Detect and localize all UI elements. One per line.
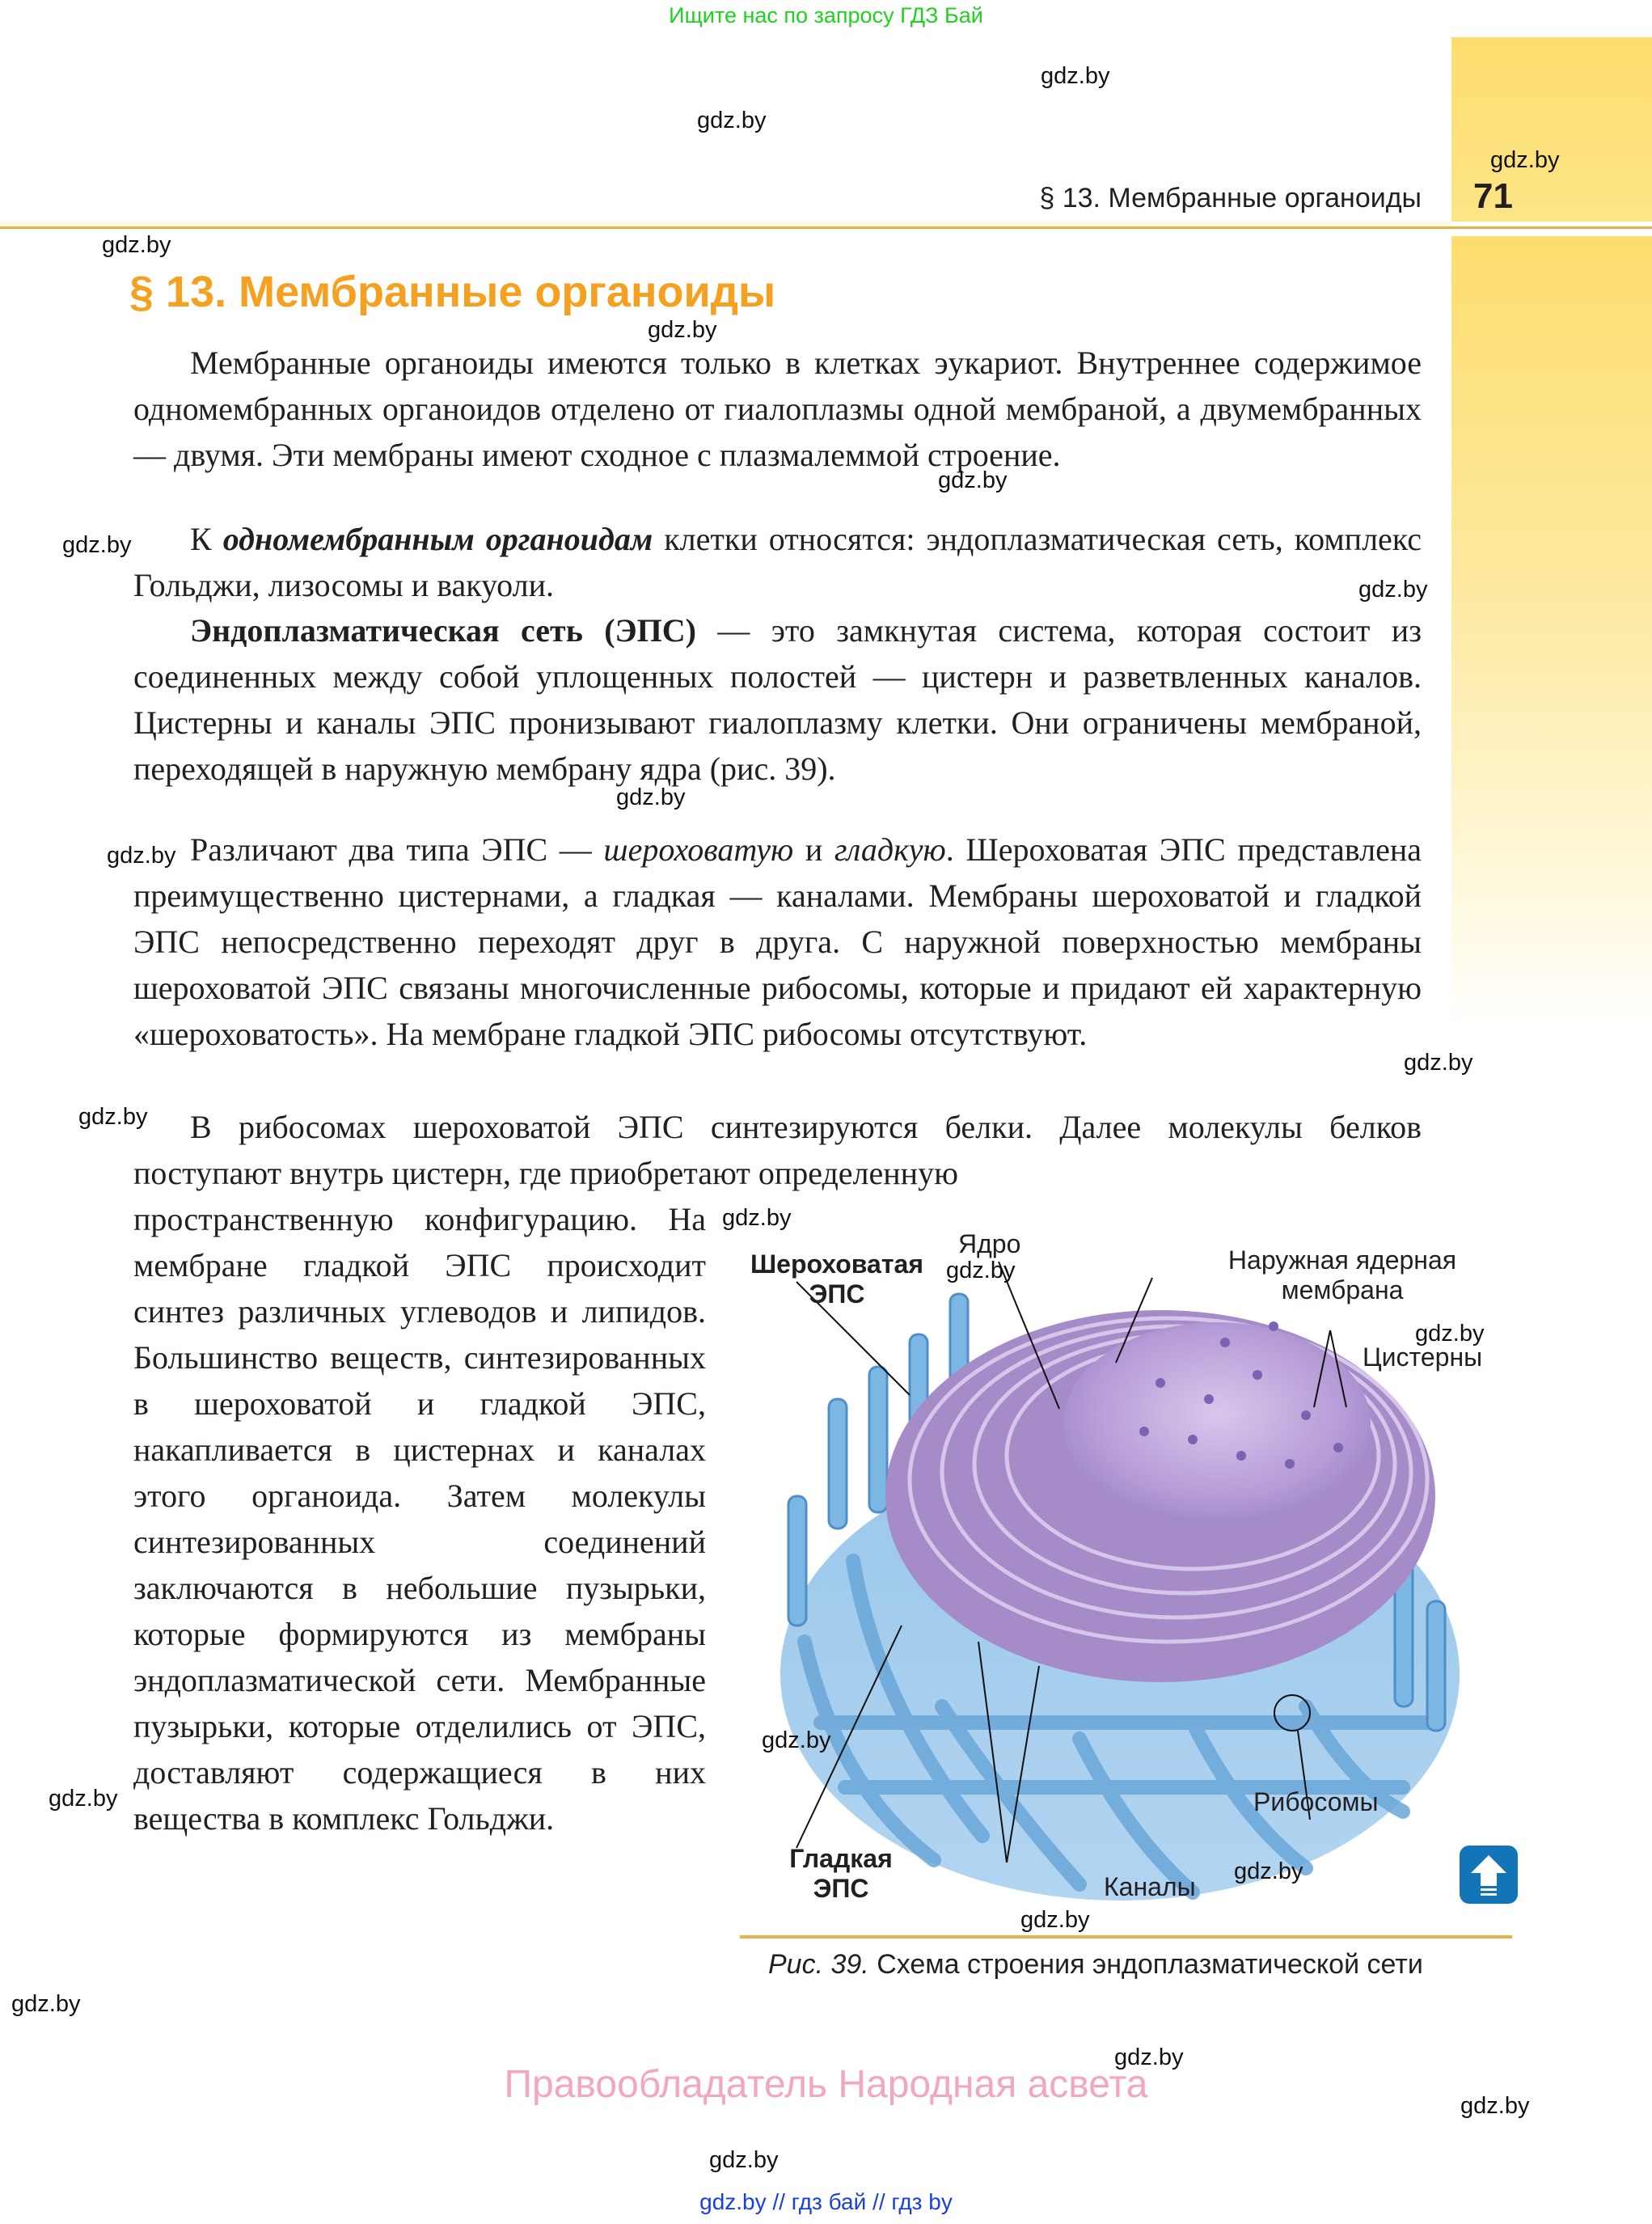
er-diagram	[740, 1221, 1516, 1933]
paragraph-2	[133, 516, 1422, 608]
section-title: § 13. Мембранные органоиды	[129, 268, 776, 316]
p2-start: К	[190, 521, 223, 557]
paragraph-5: В рибосомах шероховатой ЭПС синтезируются белки. Далее молекулы белков поступают внутрь цистерн, где приобретают определенную	[133, 1109, 1422, 1191]
term-er: Эндоплазматическая сеть (ЭПС)	[190, 612, 696, 649]
label-nucleus: Ядро	[958, 1229, 1021, 1258]
watermark: gdz.by	[722, 1205, 792, 1231]
bottom-links[interactable]: gdz.by // гдз бай // гдз by	[699, 2189, 953, 2214]
figure-rule	[740, 1935, 1512, 1939]
watermark: gdz.by	[11, 1991, 81, 2017]
header-rule	[0, 226, 1652, 229]
watermark: gdz.by	[616, 784, 686, 810]
copyright-notice: Правообладатель Народная асвета	[504, 2063, 1148, 2106]
watermark: gdz.by	[697, 108, 767, 133]
label-channels: Каналы	[1104, 1872, 1196, 1901]
caption-text: Схема строения эндоплазматической сети	[868, 1949, 1423, 1980]
paragraph-5-continued: пространственную конфигурацию. На мембране гладкой ЭПС происходит синтез различных углеводов и липидов. Большинство веществ, синтезированных в шероховатой и гладкой ЭПС, накапливается в цистернах и каналах этого органоида. Затем молекулы синтезированных соединений заключаются в небольшие пузырьки, которые формируются из мембраны эндоплазматической сети. Мембранные пузырьки, которые отделились от ЭПС, доставляют содержащиеся в них вещества в комплекс Гольджи.	[133, 1201, 706, 1837]
watermark: gdz.by	[107, 843, 176, 869]
watermark: gdz.by	[102, 232, 171, 258]
term-rough: шероховатую	[603, 831, 794, 868]
caption-number: Рис. 39.	[768, 1949, 869, 1980]
paragraph-1: Мембранные органоиды имеются только в клетках эукариот. Внутреннее содержимое одномембранных органоидов отделено от гиалоплазмы одной мембраной, а двумембранных — двумя. Эти мембраны имеют сходное с плазмалеммой строение.	[133, 345, 1422, 473]
label-outer-membrane: Наружная ядерная мембрана	[1227, 1245, 1457, 1304]
back-arrow-icon[interactable]	[1460, 1846, 1518, 1904]
watermark: gdz.by	[709, 2147, 779, 2173]
watermark: gdz.by	[1415, 1321, 1485, 1347]
figure-caption	[768, 1949, 1423, 1981]
top-banner: Ищите нас по запросу ГДЗ Бай	[669, 3, 983, 27]
watermark: gdz.by	[1041, 63, 1110, 89]
paragraph-3	[133, 607, 1422, 792]
running-head: § 13. Мембранные органоиды	[1039, 183, 1422, 214]
p2-rest: клетки относятся: эндоплазматическая сеть, комплекс Гольджи, лизосомы и вакуоли.	[133, 521, 1422, 603]
watermark: gdz.by	[1460, 2093, 1530, 2119]
watermark: gdz.by	[1358, 577, 1428, 603]
watermark: gdz.by	[1404, 1050, 1473, 1076]
p4-mid: и	[793, 831, 834, 868]
label-smooth-er: Гладкая ЭПС	[789, 1844, 893, 1903]
watermark: gdz.by	[1490, 147, 1560, 173]
watermark: gdz.by	[938, 467, 1008, 493]
p3-rest: — это замкнутая система, которая состоит из соединенных между собой уплощенных полостей — цистерн и разветвленных каналов. Цистерны и каналы ЭПС пронизывают гиалоплазму клетки. Они ограничены мембраной, переходящей в наружную мембрану ядра (рис. 39).	[133, 612, 1422, 787]
watermark: gdz.by	[946, 1258, 1016, 1283]
label-cisterns: Цистерны	[1363, 1342, 1483, 1372]
paragraph-4	[133, 827, 1422, 1057]
watermark: gdz.by	[1234, 1858, 1303, 1884]
up-arrow-icon	[1460, 1846, 1518, 1904]
p4-rest: . Шероховатая ЭПС представлена преимущественно цистернами, а гладкая — каналами. Мембраны шероховатой и гладкой ЭПС непосредственно переходят друг в друга. С наружной поверхностью мембраны шероховатой ЭПС связаны многочисленные рибосомы, которые и придают ей характерную «шероховатость». На мембране гладкой ЭПС рибосомы отсутствуют.	[133, 831, 1422, 1052]
watermark: gdz.by	[62, 532, 132, 558]
er-illustration	[740, 1221, 1516, 1933]
label-ribosomes: Рибосомы	[1253, 1787, 1379, 1816]
label-rough-er: Шероховатая ЭПС	[750, 1249, 923, 1309]
watermark: gdz.by	[1114, 2044, 1184, 2070]
page-number: 71	[1473, 176, 1513, 216]
p4-start: Различают два типа ЭПС —	[190, 831, 604, 868]
term-smooth: гладкую	[834, 831, 946, 868]
watermark: gdz.by	[762, 1727, 831, 1753]
watermark: gdz.by	[49, 1786, 118, 1812]
side-column	[1451, 236, 1652, 1029]
watermark: gdz.by	[1020, 1907, 1090, 1933]
watermark: gdz.by	[78, 1104, 148, 1130]
term-single-membrane: одномембранным органоидам	[222, 521, 653, 557]
watermark: gdz.by	[648, 317, 717, 343]
